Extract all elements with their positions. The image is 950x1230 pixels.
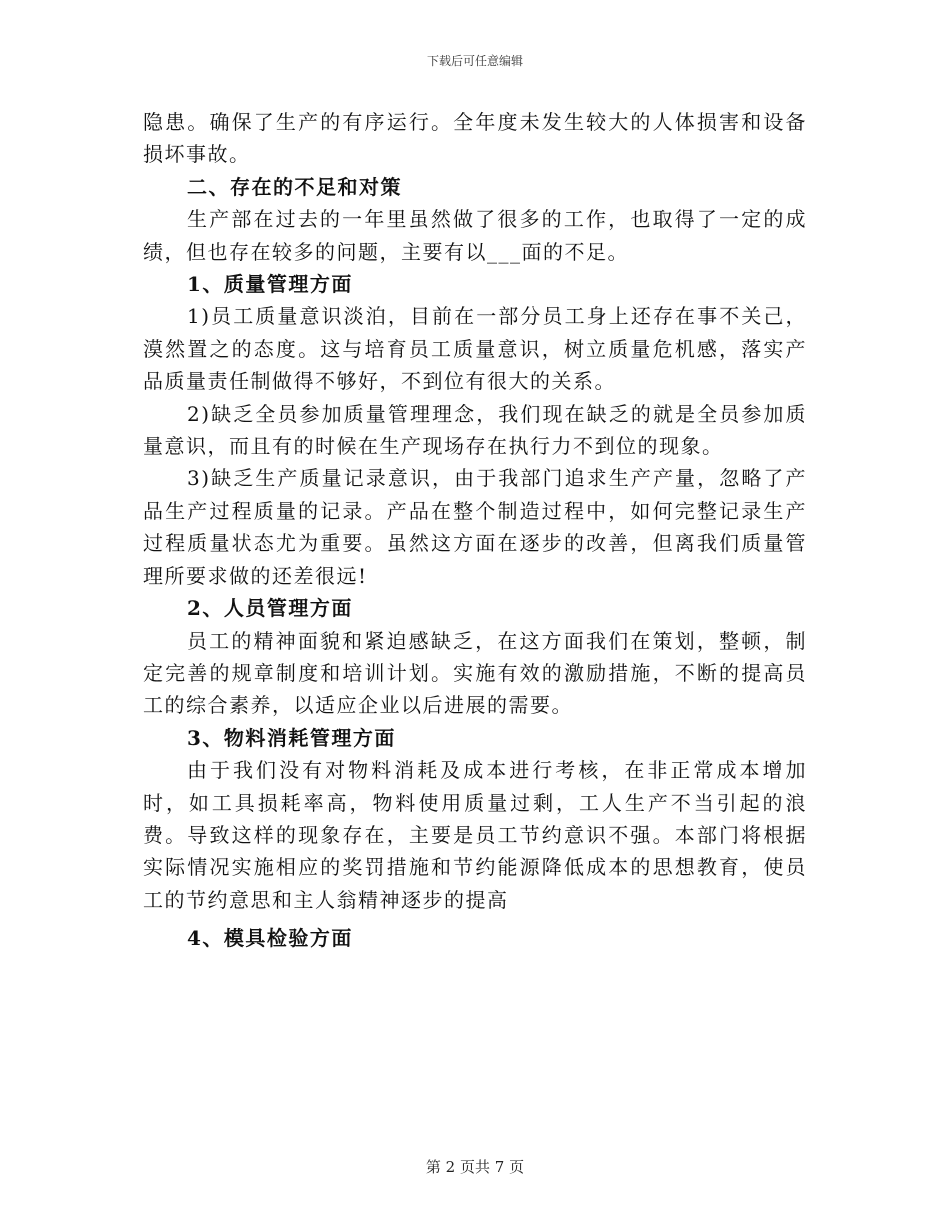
subheading-mold-inspection: 4、模具检验方面 [187,926,353,951]
page-number-footer: 第 2 页共 7 页 [425,1158,525,1176]
personnel-paragraph: 员工的精神面貌和紧迫感缺乏，在这方面我们在策划，整顿，制定完善的规章制度和培训计划。实施有效的激励措施，不断的提高员工的综合素养，以适应企业以后进展的需要。 [143,628,807,718]
quality-point-3: 3)缺乏生产质量记录意识，由于我部门追求生产产量，忽略了产品生产过程质量的记录。产品在整个制造过程中，如何完整记录生产过程质量状态尤为重要。虽然这方面在逐步的改善，但离我们质量管理所要求做的还差很远! [143,466,807,588]
material-paragraph: 由于我们没有对物料消耗及成本进行考核，在非正常成本增加时，如工具损耗率高，物料使用质量过剩，工人生产不当引起的浪费。导致这样的现象存在，主要是员工节约意识不强。本部门将根据实际情况实施相应的奖罚措施和节约能源降低成本的思想教育，使员工的节约意思和主人翁精神逐步的提高 [143,758,807,912]
section-heading-deficiencies: 二、存在的不足和对策 [187,174,402,199]
subheading-quality-management: 1、质量管理方面 [187,272,353,297]
intro-paragraph: 隐患。确保了生产的有序运行。全年度未发生较大的人体损害和设备损坏事故。 [143,110,807,167]
quality-point-2: 2)缺乏全员参加质量管理理念，我们现在缺乏的就是全员参加质量意识，而且有的时候在生产现场存在执行力不到位的现象。 [143,401,807,459]
page-header: 下载后可任意编辑 [426,54,523,68]
section-paragraph: 生产部在过去的一年里虽然做了很多的工作，也取得了一定的成绩，但也存在较多的问题，主要有以___面的不足。 [143,207,807,264]
subheading-material-consumption: 3、物料消耗管理方面 [187,725,396,750]
quality-point-1: 1)员工质量意识淡泊，目前在一部分员工身上还存在事不关己，漠然置之的态度。这与培育员工质量意识，树立质量危机感，落实产品质量责任制做得不够好，不到位有很大的关系。 [143,304,807,394]
subheading-personnel-management: 2、人员管理方面 [187,596,353,621]
document-body [143,106,807,955]
